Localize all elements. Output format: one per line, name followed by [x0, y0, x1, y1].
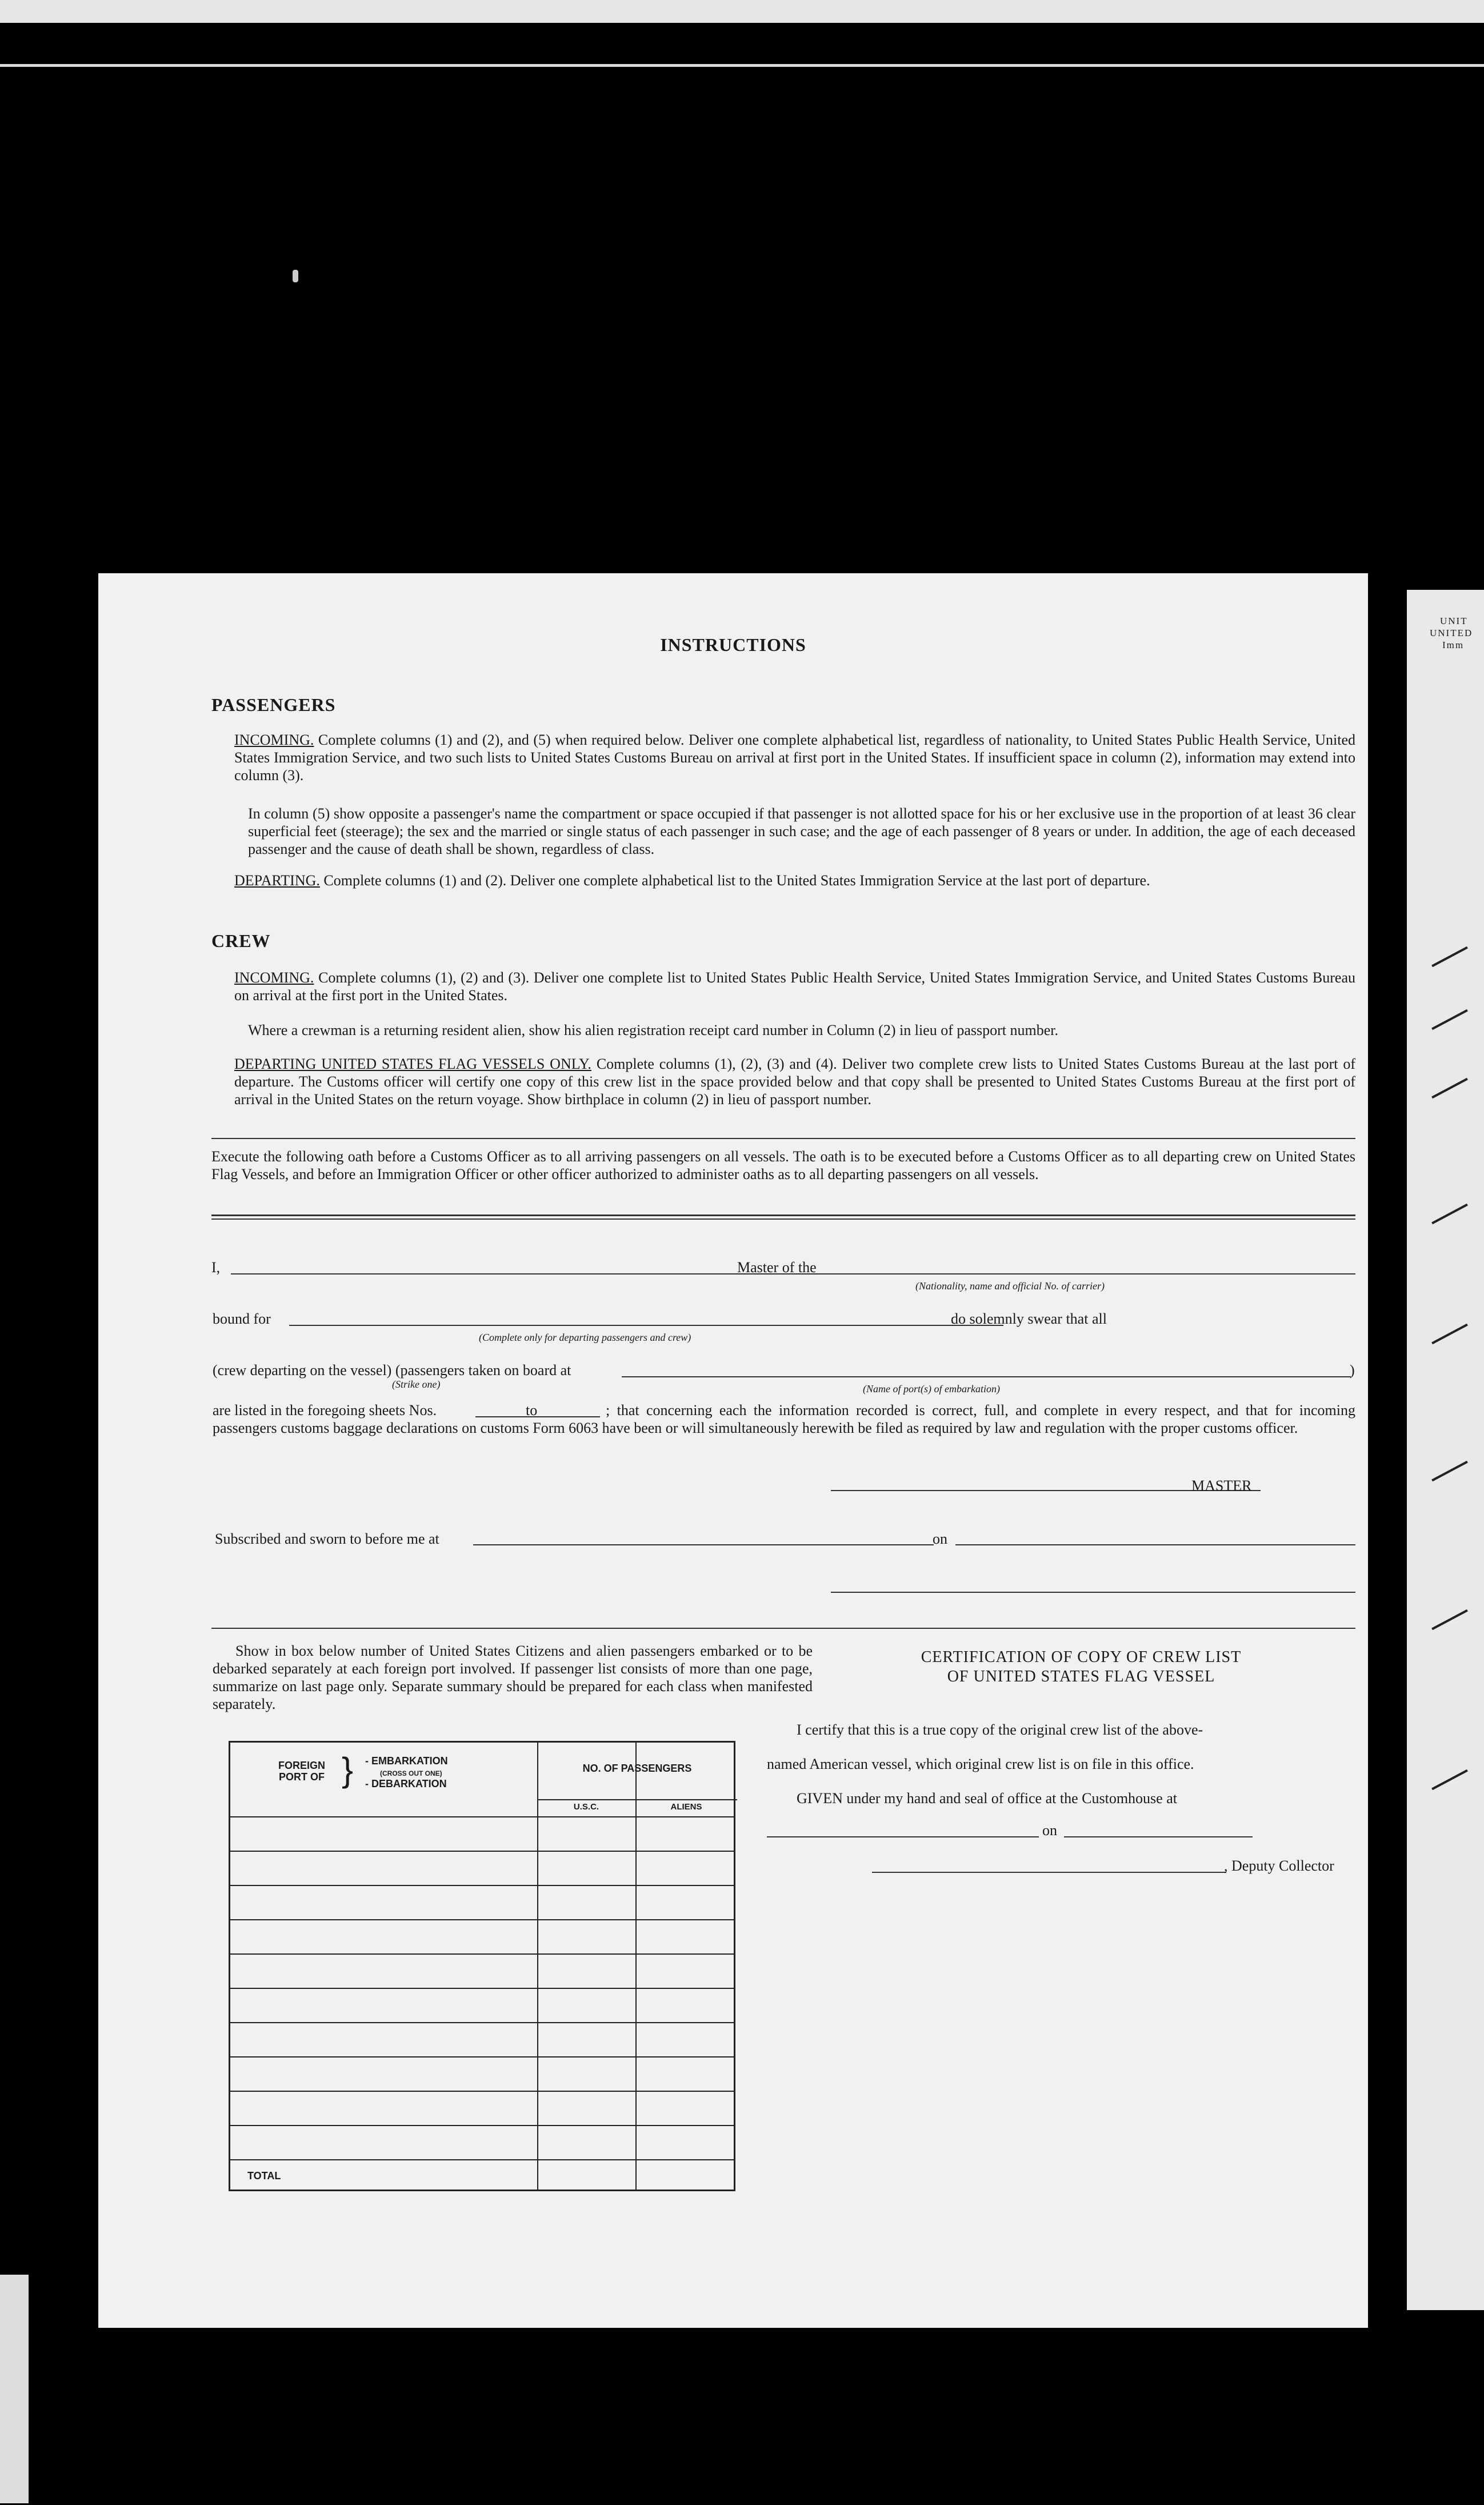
incoming-text: Complete columns (1) and (2), and (5) when required below. Deliver one complete alphabetical list, regardless of nationality, to United States Public Health Service, United States Immigration Service, and two such lists to United States Customs Bureau on arrival at first port in the United States. If insufficient space in column (2), information may extend into column (3). [234, 732, 1356, 784]
crew-departing-paragraph [234, 1055, 1355, 1108]
crew-incoming-label: INCOMING. [234, 969, 314, 986]
adjacent-page-sliver [1407, 590, 1484, 2310]
crew-incoming-paragraph [234, 969, 1355, 1004]
master-of-label: Master of the [737, 1259, 817, 1276]
sliver-mark [1431, 1078, 1468, 1098]
departing-label: DEPARTING. [234, 872, 320, 889]
carrier-field[interactable] [829, 1273, 1355, 1275]
passengers-incoming-paragraph [234, 731, 1355, 784]
certification-heading-line-2: OF UNITED STATES FLAG VESSEL [947, 1668, 1215, 1685]
certify-date-field[interactable] [1064, 1836, 1253, 1837]
sliver-text-2: UNITED [1430, 628, 1473, 638]
sliver-mark [1431, 1609, 1468, 1630]
table-header-divider [537, 1799, 737, 1800]
certify-on-label: on [1042, 1822, 1057, 1839]
table-row-line [230, 2056, 734, 2057]
sliver-mark [1431, 1324, 1468, 1344]
incoming-label: INCOMING. [234, 732, 314, 748]
sliver-text-3: Imm [1442, 640, 1465, 650]
header-cross-out: (CROSS OUT ONE) [380, 1769, 442, 1777]
table-row-line [230, 1816, 734, 1817]
film-top-strip [0, 0, 1484, 23]
certification-heading-line-1: CERTIFICATION OF COPY OF CREW LIST [921, 1648, 1242, 1666]
page-title: INSTRUCTIONS [660, 634, 806, 655]
customhouse-field[interactable] [767, 1836, 1039, 1837]
deputy-collector-label: , Deputy Collector [1224, 1857, 1334, 1874]
table-row-line [230, 1885, 734, 1886]
embarkation-ports-field[interactable] [622, 1376, 1351, 1377]
certify-line-2: named American vessel, which original crew list is on file in this office. [767, 1756, 1194, 1772]
crew-incoming-text: Complete columns (1), (2) and (3). Deliver one complete list to United States Public Health Service, United States Immigration Service, and United States Customs Bureau on arrival at the first port in the United States. [234, 969, 1356, 1004]
film-frame-line [0, 64, 1484, 67]
subscribed-label: Subscribed and sworn to before me at [215, 1531, 439, 1547]
sworn-at-field[interactable] [473, 1544, 934, 1545]
close-paren: ) [1350, 1362, 1355, 1379]
film-left-edge [0, 2275, 29, 2503]
sworn-on-label: on [933, 1531, 947, 1547]
deputy-signature-field[interactable] [872, 1872, 1226, 1873]
strike-caption: (Strike one) [392, 1379, 441, 1390]
table-row-line [230, 2022, 734, 2023]
sliver-mark [1431, 1769, 1468, 1790]
table-row-line [230, 1988, 734, 1989]
carrier-caption: (Nationality, name and official No. of carrier) [915, 1280, 1105, 1292]
ports-caption: (Name of port(s) of embarkation) [863, 1383, 1000, 1395]
departing-text: Complete columns (1) and (2). Deliver one complete alphabetical list to the United States Immigration Service at the last port of departure. [323, 872, 1150, 889]
table-row-line [230, 2125, 734, 2126]
table-row-line [230, 2159, 734, 2160]
listed-to-label: to [526, 1402, 538, 1419]
sliver-mark [1431, 946, 1468, 967]
oath-instruction: Execute the following oath before a Customs Officer as to all arriving passengers on all vessels. The oath is to be executed before a Customs Officer as to all departing crew on United States Flag Vessels, and before an Immigration Officer or other officer authorized to administer oaths as to all departing passengers on all vessels. [211, 1148, 1355, 1182]
listed-pre-label: are listed in the foregoing sheets Nos. [213, 1402, 437, 1419]
table-row-line [230, 1851, 734, 1852]
header-foreign-port: FOREIGN PORT OF [278, 1760, 325, 1783]
divider-rule-double [211, 1218, 1355, 1220]
table-row-line [230, 2091, 734, 2092]
crew-departing-label: (crew departing on the vessel) (passengers taken on board at [213, 1362, 571, 1379]
sliver-mark [1431, 1009, 1468, 1030]
header-debarkation: - DEBARKATION [365, 1778, 447, 1789]
divider-rule [211, 1138, 1355, 1139]
total-label: TOTAL [247, 2170, 281, 2182]
crew-heading: CREW [211, 930, 271, 951]
bound-caption: (Complete only for departing passengers and crew) [479, 1332, 691, 1343]
brace-left: } [341, 1751, 354, 1789]
summary-instruction: Show in box below number of United States Citizens and alien passengers embarked or to be debarked separately at each foreign port involved. If passenger list consists of more than one page, summarize on last page only. Separate summary should be prepared for each class when manifested separately. [213, 1643, 813, 1712]
table-row-line [230, 1953, 734, 1955]
sworn-date-field[interactable] [955, 1544, 1355, 1545]
sliver-text-1: UNIT [1440, 616, 1468, 626]
officer-signature-field[interactable] [831, 1592, 1355, 1593]
bound-for-label: bound for [213, 1311, 271, 1327]
resident-alien-paragraph: Where a crewman is a returning resident alien, show his alien registration receipt card number in Column (2) in lieu of passport number. [248, 1022, 1059, 1038]
certify-line-1: I certify that this is a true copy of the original crew list of the above- [797, 1721, 1203, 1738]
header-embarkation: - EMBARKATION [365, 1755, 448, 1767]
passengers-heading: PASSENGERS [211, 694, 336, 715]
certify-line-3: GIVEN under my hand and seal of office at the Customhouse at [797, 1790, 1177, 1807]
form-page [98, 573, 1368, 2328]
crew-departing-text: Complete columns (1), (2), (3) and (4). Deliver two complete crew lists to United States Customs Bureau at the last port of departure. The Customs officer will certify one copy of this crew list in the space provided below and that copy shall be presented to United States Customs Bureau at the first port of arrival in the United States on the return voyage. Show birthplace in column (2) in lieu of passport number. [234, 1056, 1355, 1108]
column5-paragraph: In column (5) show opposite a passenger's name the compartment or space occupied if that passenger is not allotted space for his or her exclusive use in the proportion of at least 36 clear superficial feet (steerage); the sex and the married or single status of each passenger in such case; and the age of each passenger of 8 years or under. In addition, the age of each deceased passenger and the cause of death shall be shown, regardless of class. [248, 805, 1355, 857]
table-row-line [230, 1919, 734, 1920]
master-label: MASTER [1191, 1477, 1252, 1494]
crew-departing-label: DEPARTING UNITED STATES FLAG VESSELS ONLY. [234, 1056, 591, 1072]
sliver-mark [1431, 1461, 1468, 1481]
passenger-summary-table [229, 1741, 735, 2191]
header-aliens: ALIENS [670, 1802, 702, 1812]
bound-for-field[interactable] [289, 1325, 1003, 1326]
film-speck [293, 270, 298, 282]
passengers-departing-paragraph [234, 872, 1355, 889]
listed-post-text: ; that concerning each the information recorded is correct, full, and complete in every respect, and that for incoming passengers customs baggage declarations on customs Form 6063 have been or will simultaneously herewith be filed as required by law and regulation with the proper customs officer. [213, 1402, 1355, 1436]
header-usc: U.S.C. [573, 1802, 599, 1812]
oath-i-label: I, [211, 1259, 221, 1276]
divider-rule-double [211, 1214, 1355, 1216]
divider-rule [211, 1628, 1355, 1629]
header-no-passengers: NO. OF PASSENGERS [582, 1763, 692, 1774]
certification-heading [824, 1648, 1338, 1687]
swear-label: do solemnly swear that all [951, 1311, 1107, 1327]
sliver-mark [1431, 1204, 1468, 1224]
